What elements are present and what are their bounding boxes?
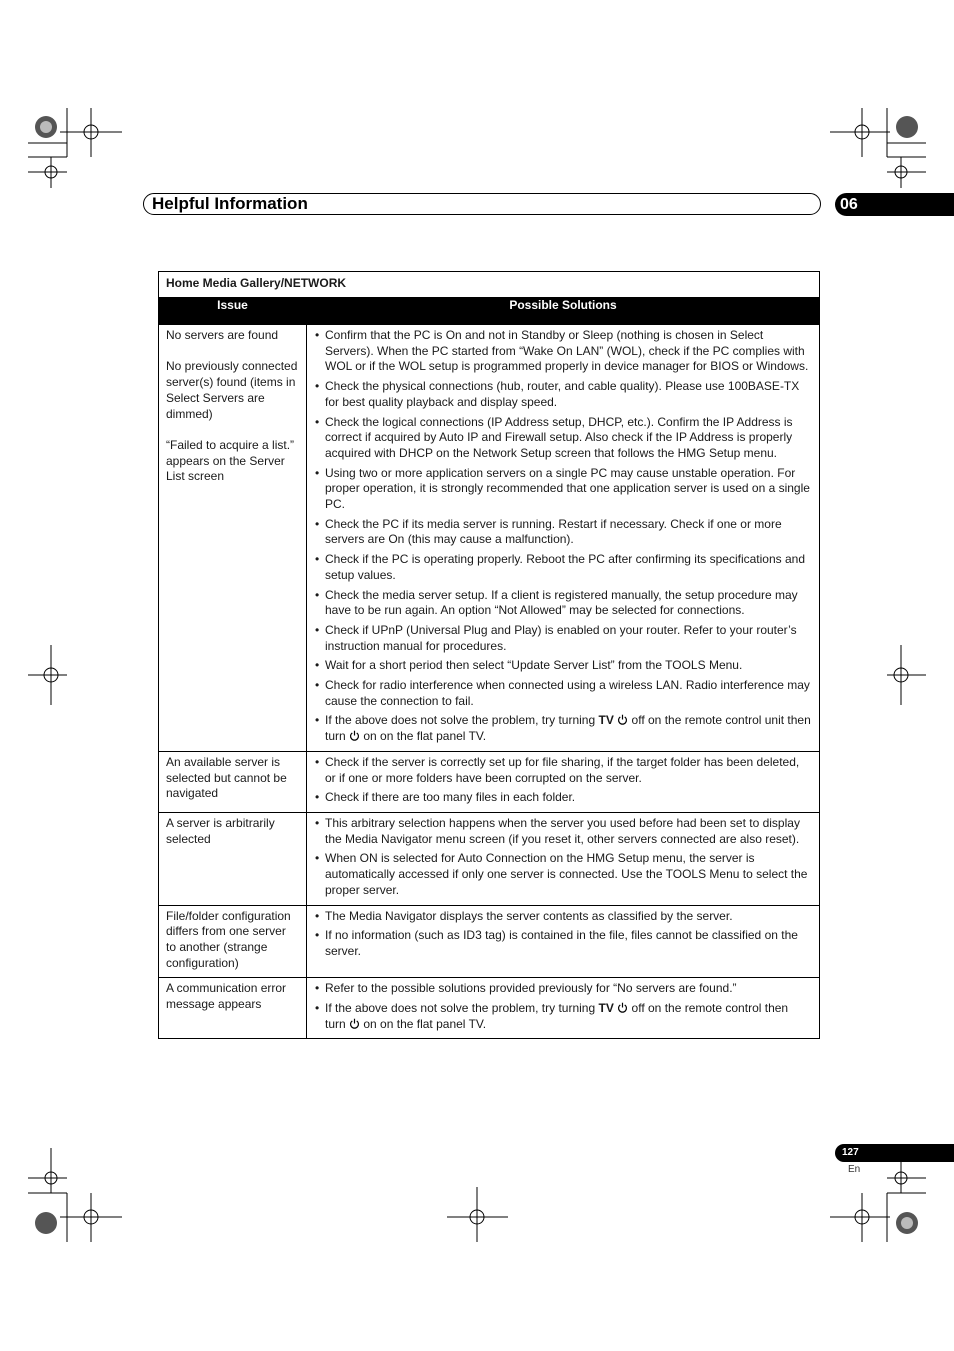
solution-item <box>315 755 811 786</box>
bullet-icon: • <box>315 587 320 602</box>
bullet-icon: • <box>315 713 320 728</box>
solutions-cell <box>307 325 820 752</box>
issue-text: No servers are found <box>166 328 279 342</box>
solution-item <box>315 909 811 925</box>
bullet-icon: • <box>315 815 320 830</box>
solution-item <box>315 790 811 806</box>
issue-text: An available server is selected but cannot be navigated <box>166 754 287 801</box>
section-title: Home Media Gallery/NETWORK <box>159 272 820 298</box>
solution-text: If no information (such as ID3 tag) is contained in the file, files cannot be classified on the server. <box>325 928 798 958</box>
solution-item <box>315 379 811 410</box>
solution-text: off on the remote control then turn <box>325 1001 789 1031</box>
solution-text: The Media Navigator displays the server contents as classified by the server. <box>325 908 733 923</box>
solution-text: Check the media server setup. If a client is registered manually, the setup procedure may have to be run again. An option “Not Allowed” may be selected for connections. <box>325 587 798 618</box>
solution-item <box>315 517 811 548</box>
solution-text: off on the remote control unit then turn <box>325 713 811 744</box>
solution-text: on on the flat panel TV. <box>363 1016 487 1031</box>
power-icon <box>617 1002 628 1013</box>
solution-text: If the above does not solve the problem, try turning <box>325 713 596 728</box>
bullet-icon: • <box>315 790 320 805</box>
bullet-icon: • <box>315 678 320 693</box>
solution-text: Check for radio interference when connected using a wireless LAN. Radio interference may cause the connection to fail. <box>325 678 810 708</box>
solution-text: Check the PC if its media server is running. Restart if necessary. Check if one or more servers are On (this may cause a malfunction). <box>325 516 782 547</box>
solution-text: Confirm that the PC is On and not in Standby or Sleep (nothing is chosen in Select Servers). When the PC started from “Wake On LAN” (WOL), check if the PC complies with WOL or if the WOL setup is programmed properly in device manager for BIOS or Windows. <box>325 328 809 374</box>
issue-text: A communication error message appears <box>166 981 287 1012</box>
solution-text: Refer to the possible solutions provided previously for “No servers are found.” <box>325 981 737 996</box>
issue-cell <box>159 978 307 1039</box>
bullet-icon: • <box>315 379 320 394</box>
bullet-icon: • <box>315 928 320 943</box>
solution-text: on on the flat panel TV. <box>363 729 487 744</box>
solution-item <box>315 328 811 375</box>
solution-item <box>315 415 811 462</box>
tv-key-label: TV <box>598 713 614 728</box>
solution-item <box>315 816 811 847</box>
issue-text: No previously connected server(s) found (items in Select Servers are dimmed) <box>166 359 298 421</box>
solution-item <box>315 588 811 619</box>
tv-key-label: TV <box>598 1001 614 1016</box>
power-icon <box>617 714 628 725</box>
issue-cell <box>159 905 307 978</box>
language-code: En <box>848 1164 861 1175</box>
bullet-icon: • <box>315 465 320 480</box>
solution-item <box>315 981 811 997</box>
issue-text: File/folder configuration differs from one server to another (strange configuration) <box>166 908 291 970</box>
solution-text: Check if the server is correctly set up for file sharing, if the target folder has been deleted, or if one or more folders have been corrupted on the server. <box>325 754 800 785</box>
power-icon <box>349 730 360 741</box>
solution-text: Using two or more application servers on a single PC may cause unstable operation. For proper operation, it is strongly recommended that one application server is used on a single PC. <box>325 465 810 512</box>
table-row <box>159 325 820 752</box>
bullet-icon: • <box>315 908 320 923</box>
solution-text: This arbitrary selection happens when the server you used before had been set to display the Media Navigator menu screen (if you reset it, other servers connected are also reset). <box>325 815 800 846</box>
bullet-icon: • <box>315 1001 320 1016</box>
issue-text: “Failed to acquire a list.” appears on the Server List screen <box>166 437 295 484</box>
bullet-icon: • <box>315 851 320 866</box>
solution-item <box>315 658 811 674</box>
table-row <box>159 812 820 905</box>
bullet-icon: • <box>315 754 320 769</box>
table-row <box>159 905 820 978</box>
chapter-number: 06 <box>840 196 858 213</box>
solutions-cell <box>307 978 820 1039</box>
solution-item <box>315 851 811 898</box>
bullet-icon: • <box>315 552 320 567</box>
solution-item <box>315 623 811 654</box>
solution-text: Wait for a short period then select “Update Server List” from the TOOLS Menu. <box>325 658 743 673</box>
solutions-cell <box>307 905 820 978</box>
solution-item <box>315 713 811 744</box>
issue-cell <box>159 325 307 752</box>
bullet-icon: • <box>315 981 320 996</box>
solution-item <box>315 928 811 959</box>
page-title: Helpful Information <box>152 194 308 213</box>
solution-text: Check the logical connections (IP Address setup, DHCP, etc.). Confirm the IP Address is correct if acquired by Auto IP and Firewall setup. Also check if the IP Address is properly acquired with DHCP on the Network Setup screen that follows the HMG Setup menu. <box>325 414 793 460</box>
column-header-solutions: Possible Solutions <box>307 298 820 325</box>
solution-text: When ON is selected for Auto Connection on the HMG Setup menu, the server is automatically accessed if only one server is connected. Use the TOOLS Menu to select the proper server. <box>325 851 808 897</box>
bullet-icon: • <box>315 658 320 673</box>
bullet-icon: • <box>315 328 320 342</box>
solution-item <box>315 552 811 583</box>
solution-text: Check if there are too many files in each folder. <box>325 790 576 805</box>
bullet-icon: • <box>315 516 320 531</box>
page-number: 127 <box>842 1147 859 1158</box>
issue-text: A server is arbitrarily selected <box>166 815 275 846</box>
power-icon <box>349 1018 360 1029</box>
solution-text: Check if the PC is operating properly. Reboot the PC after confirming its specifications and setup values. <box>325 552 806 582</box>
issue-cell <box>159 812 307 905</box>
solution-item <box>315 466 811 513</box>
solution-text: Check the physical connections (hub, router, and cable quality). Please use 100BASE-TX for best quality playback and display speed. <box>325 379 800 409</box>
troubleshooting-table <box>158 271 820 1039</box>
solution-item <box>315 1001 811 1032</box>
table-row <box>159 978 820 1039</box>
solution-text: Check if UPnP (Universal Plug and Play) is enabled on your router. Refer to your router’s instruction manual for procedures. <box>325 622 797 653</box>
solutions-cell <box>307 751 820 812</box>
bullet-icon: • <box>315 414 320 429</box>
issue-cell <box>159 751 307 812</box>
column-header-issue: Issue <box>159 298 307 325</box>
solution-text: If the above does not solve the problem, try turning <box>325 1001 596 1016</box>
solution-item <box>315 678 811 709</box>
solutions-cell <box>307 812 820 905</box>
bullet-icon: • <box>315 622 320 637</box>
table-row <box>159 751 820 812</box>
